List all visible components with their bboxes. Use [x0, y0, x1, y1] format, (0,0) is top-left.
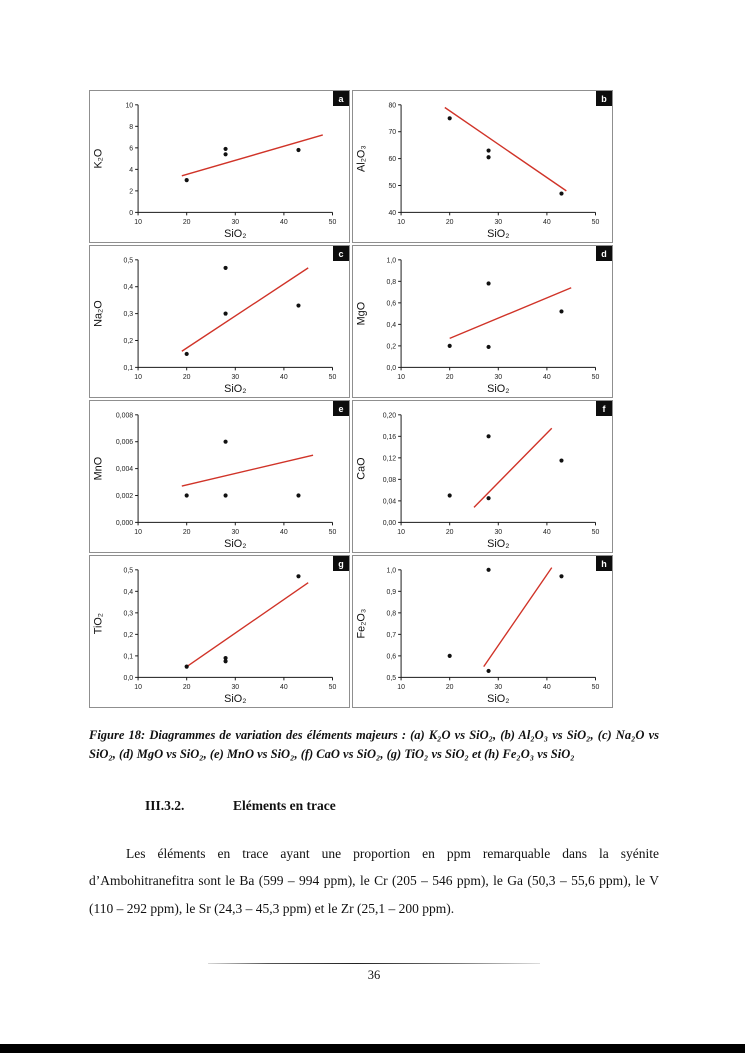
svg-text:10: 10: [397, 374, 405, 382]
svg-text:1,0: 1,0: [386, 567, 397, 575]
svg-text:4: 4: [129, 166, 134, 174]
svg-text:20: 20: [445, 219, 454, 227]
panel-letter-badge: f: [596, 401, 612, 416]
scatter-chart-cao: [353, 401, 612, 552]
panel-letter-badge: c: [333, 246, 349, 261]
svg-text:40: 40: [543, 219, 551, 227]
svg-text:30: 30: [494, 219, 503, 227]
svg-text:SiO₂: SiO₂: [487, 383, 510, 396]
scatter-chart-na2o: [90, 246, 349, 397]
svg-text:10: 10: [134, 374, 142, 382]
svg-text:50: 50: [328, 219, 337, 227]
svg-text:50: 50: [591, 529, 600, 537]
chart-panel-c: [89, 245, 350, 398]
svg-text:0,5: 0,5: [123, 257, 134, 265]
svg-text:0,20: 0,20: [382, 412, 397, 420]
svg-text:0,4: 0,4: [123, 284, 134, 292]
svg-text:40: 40: [280, 219, 288, 227]
svg-text:2: 2: [129, 188, 134, 196]
svg-text:70: 70: [388, 129, 397, 137]
svg-text:0,5: 0,5: [386, 674, 397, 682]
svg-text:20: 20: [445, 374, 454, 382]
svg-text:0,6: 0,6: [386, 653, 397, 661]
svg-text:60: 60: [388, 156, 397, 164]
figure-caption: Figure 18: Diagrammes de variation des éléments majeurs : (a) K₂O vs SiO₂, (b) Al₂O₃ vs SiO₂, (c) Na₂O vs SiO₂, (d) MgO vs SiO₂, (e) MnO vs SiO₂, (f) CaO vs SiO₂, (g) TiO₂ vs SiO₂ et (h) Fe₂O₃ vs SiO₂: [89, 728, 659, 761]
scatter-chart-fe2o3: [353, 556, 612, 707]
svg-text:SiO₂: SiO₂: [487, 538, 510, 551]
svg-text:50: 50: [328, 374, 337, 382]
svg-text:0,16: 0,16: [382, 433, 397, 441]
body-paragraph: Les éléments en trace ayant une proportion en ppm remarquable dans la syénite d’Ambohitranefitra sont le Ba (599 – 994 ppm), le Cr (205 – 546 ppm), le Ga (50,3 – 55,6 ppm), le V (110 – 292 ppm), le Sr (24,3 – 45,3 ppm) et le Zr (25,1 – 200 ppm).: [89, 845, 659, 916]
svg-text:0,2: 0,2: [386, 343, 397, 351]
svg-text:SiO₂: SiO₂: [224, 693, 247, 706]
svg-text:40: 40: [388, 209, 397, 217]
section-heading: [145, 798, 745, 814]
svg-text:50: 50: [328, 684, 337, 692]
svg-text:0,008: 0,008: [115, 412, 134, 420]
svg-text:MgO: MgO: [355, 301, 368, 326]
svg-text:0,8: 0,8: [386, 278, 397, 286]
bottom-edge-bar: [0, 1044, 745, 1053]
panel-letter-badge: d: [596, 246, 612, 261]
svg-text:40: 40: [280, 684, 288, 692]
footer-rule: [208, 963, 540, 964]
svg-text:6: 6: [129, 145, 134, 153]
svg-text:0,0: 0,0: [123, 674, 134, 682]
svg-text:0,2: 0,2: [123, 631, 134, 639]
scatter-chart-k2o: [90, 91, 349, 242]
svg-text:Na₂O: Na₂O: [92, 300, 105, 327]
svg-text:40: 40: [280, 529, 288, 537]
chart-panel-d: [352, 245, 613, 398]
svg-text:0,4: 0,4: [123, 588, 134, 596]
svg-text:50: 50: [591, 219, 600, 227]
svg-text:30: 30: [231, 529, 240, 537]
svg-text:40: 40: [543, 684, 551, 692]
svg-text:0,5: 0,5: [123, 567, 134, 575]
svg-text:0,0: 0,0: [386, 364, 397, 372]
chart-panel-b: [352, 90, 613, 243]
svg-text:0,8: 0,8: [386, 610, 397, 618]
svg-text:0,08: 0,08: [382, 476, 397, 484]
panel-letter-badge: g: [333, 556, 349, 571]
chart-panel-f: [352, 400, 613, 553]
page-footer: [89, 963, 659, 983]
svg-text:30: 30: [494, 529, 503, 537]
svg-text:30: 30: [231, 219, 240, 227]
panel-letter-badge: b: [596, 91, 612, 106]
svg-text:SiO₂: SiO₂: [224, 228, 247, 241]
svg-text:0,4: 0,4: [386, 321, 397, 329]
scatter-chart-mgo: [353, 246, 612, 397]
svg-text:SiO₂: SiO₂: [224, 538, 247, 551]
svg-text:Al₂O₃: Al₂O₃: [355, 145, 368, 172]
svg-text:50: 50: [388, 182, 397, 190]
svg-text:0,6: 0,6: [386, 300, 397, 308]
scatter-chart-al2o3: [353, 91, 612, 242]
svg-text:40: 40: [280, 374, 288, 382]
svg-text:0,3: 0,3: [123, 610, 134, 618]
svg-text:50: 50: [328, 529, 337, 537]
svg-text:K₂O: K₂O: [92, 148, 105, 169]
svg-text:20: 20: [182, 374, 191, 382]
svg-text:Fe₂O₃: Fe₂O₃: [355, 608, 368, 639]
scatter-chart-tio2: [90, 556, 349, 707]
svg-text:10: 10: [397, 529, 405, 537]
svg-text:1,0: 1,0: [386, 257, 397, 265]
panel-letter-badge: a: [333, 91, 349, 106]
svg-text:0,12: 0,12: [382, 455, 397, 463]
svg-text:0,002: 0,002: [115, 492, 134, 500]
svg-text:0,006: 0,006: [115, 439, 134, 447]
svg-text:30: 30: [494, 684, 503, 692]
svg-text:0,000: 0,000: [115, 519, 134, 527]
svg-text:50: 50: [591, 374, 600, 382]
chart-panel-h: [352, 555, 613, 708]
svg-text:MnO: MnO: [92, 456, 105, 481]
svg-text:40: 40: [543, 374, 551, 382]
panel-letter-badge: h: [596, 556, 612, 571]
chart-panel-e: [89, 400, 350, 553]
svg-text:50: 50: [591, 684, 600, 692]
svg-text:0,1: 0,1: [123, 653, 134, 661]
svg-text:0,1: 0,1: [123, 364, 134, 372]
svg-text:8: 8: [129, 123, 134, 131]
svg-text:0,7: 0,7: [386, 631, 397, 639]
chart-panel-a: [89, 90, 350, 243]
svg-text:10: 10: [134, 529, 142, 537]
svg-text:20: 20: [182, 529, 191, 537]
svg-text:30: 30: [231, 684, 240, 692]
section-title: Eléments en trace: [233, 797, 336, 813]
svg-text:0: 0: [129, 209, 134, 217]
svg-text:10: 10: [134, 684, 142, 692]
svg-text:20: 20: [445, 529, 454, 537]
figure-18-grid: [89, 90, 613, 708]
svg-text:SiO₂: SiO₂: [487, 228, 510, 241]
svg-text:30: 30: [494, 374, 503, 382]
svg-text:0,00: 0,00: [382, 519, 397, 527]
svg-text:0,2: 0,2: [123, 337, 134, 345]
svg-text:40: 40: [543, 529, 551, 537]
svg-text:TiO₂: TiO₂: [92, 612, 105, 635]
svg-text:80: 80: [388, 102, 397, 110]
svg-text:0,9: 0,9: [386, 588, 397, 596]
svg-text:10: 10: [397, 684, 405, 692]
svg-text:10: 10: [397, 219, 405, 227]
svg-text:20: 20: [182, 219, 191, 227]
svg-text:30: 30: [231, 374, 240, 382]
svg-text:0,04: 0,04: [382, 498, 397, 506]
svg-text:SiO₂: SiO₂: [224, 383, 247, 396]
svg-text:0,004: 0,004: [115, 466, 134, 474]
chart-panel-g: [89, 555, 350, 708]
svg-text:20: 20: [445, 684, 454, 692]
svg-text:0,3: 0,3: [123, 311, 134, 319]
section-number: III.3.2.: [145, 797, 185, 813]
scatter-chart-mno: [90, 401, 349, 552]
svg-text:10: 10: [134, 219, 142, 227]
svg-text:SiO₂: SiO₂: [487, 693, 510, 706]
page-number: 36: [367, 968, 381, 982]
svg-text:10: 10: [125, 102, 134, 110]
panel-letter-badge: e: [333, 401, 349, 416]
svg-text:CaO: CaO: [355, 457, 368, 480]
svg-text:20: 20: [182, 684, 191, 692]
